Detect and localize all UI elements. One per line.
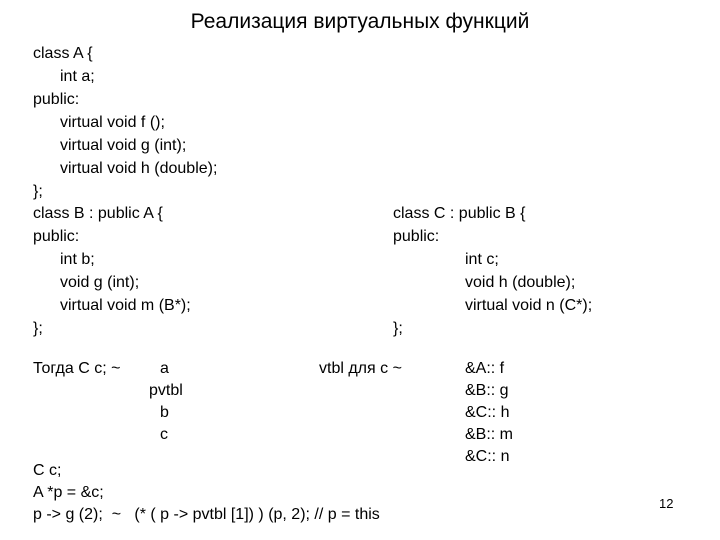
class-a-line: int a;: [60, 68, 95, 85]
class-c-line: class C : public B {: [393, 205, 526, 222]
vtbl-entry: &C:: n: [465, 448, 510, 465]
object-layout-caption: Тогда C c; ~: [33, 360, 121, 377]
code-line: p -> g (2); ~ (* ( p -> pvtbl [1]) ) (p, 2); // p = this: [33, 506, 380, 523]
class-b-line: int b;: [60, 251, 95, 268]
class-b-line: void g (int);: [60, 274, 140, 291]
code-line: C c;: [33, 462, 62, 479]
code-line: A *p = &c;: [33, 484, 104, 501]
class-a-line: };: [33, 183, 43, 200]
vtbl-entry: &C:: h: [465, 404, 510, 421]
object-field: a: [160, 360, 169, 377]
slide-title: Реализация виртуальных функций: [190, 10, 530, 33]
class-c-line: virtual void n (C*);: [465, 297, 593, 314]
object-field: pvtbl: [149, 382, 183, 399]
class-b-line: };: [33, 320, 43, 337]
object-field: b: [160, 404, 169, 421]
class-a-line: class A {: [33, 45, 93, 62]
class-c-line: int c;: [465, 251, 499, 268]
object-field: c: [160, 426, 168, 443]
class-a-line: virtual void g (int);: [60, 137, 187, 154]
class-c-line: };: [393, 320, 403, 337]
class-b-line: virtual void m (B*);: [60, 297, 191, 314]
class-a-line: public:: [33, 91, 80, 108]
class-c-line: public:: [393, 228, 440, 245]
vtbl-entry: &B:: m: [465, 426, 514, 443]
vtbl-entry: &A:: f: [465, 360, 505, 377]
class-a-line: virtual void f ();: [60, 114, 165, 131]
vtbl-entry: &B:: g: [465, 382, 509, 399]
class-b-line: public:: [33, 228, 80, 245]
class-c-line: void h (double);: [465, 274, 576, 291]
class-a-line: virtual void h (double);: [60, 160, 218, 177]
class-b-line: class B : public A {: [33, 205, 163, 222]
vtbl-caption: vtbl для c ~: [319, 360, 402, 377]
page-number: 12: [659, 496, 674, 511]
